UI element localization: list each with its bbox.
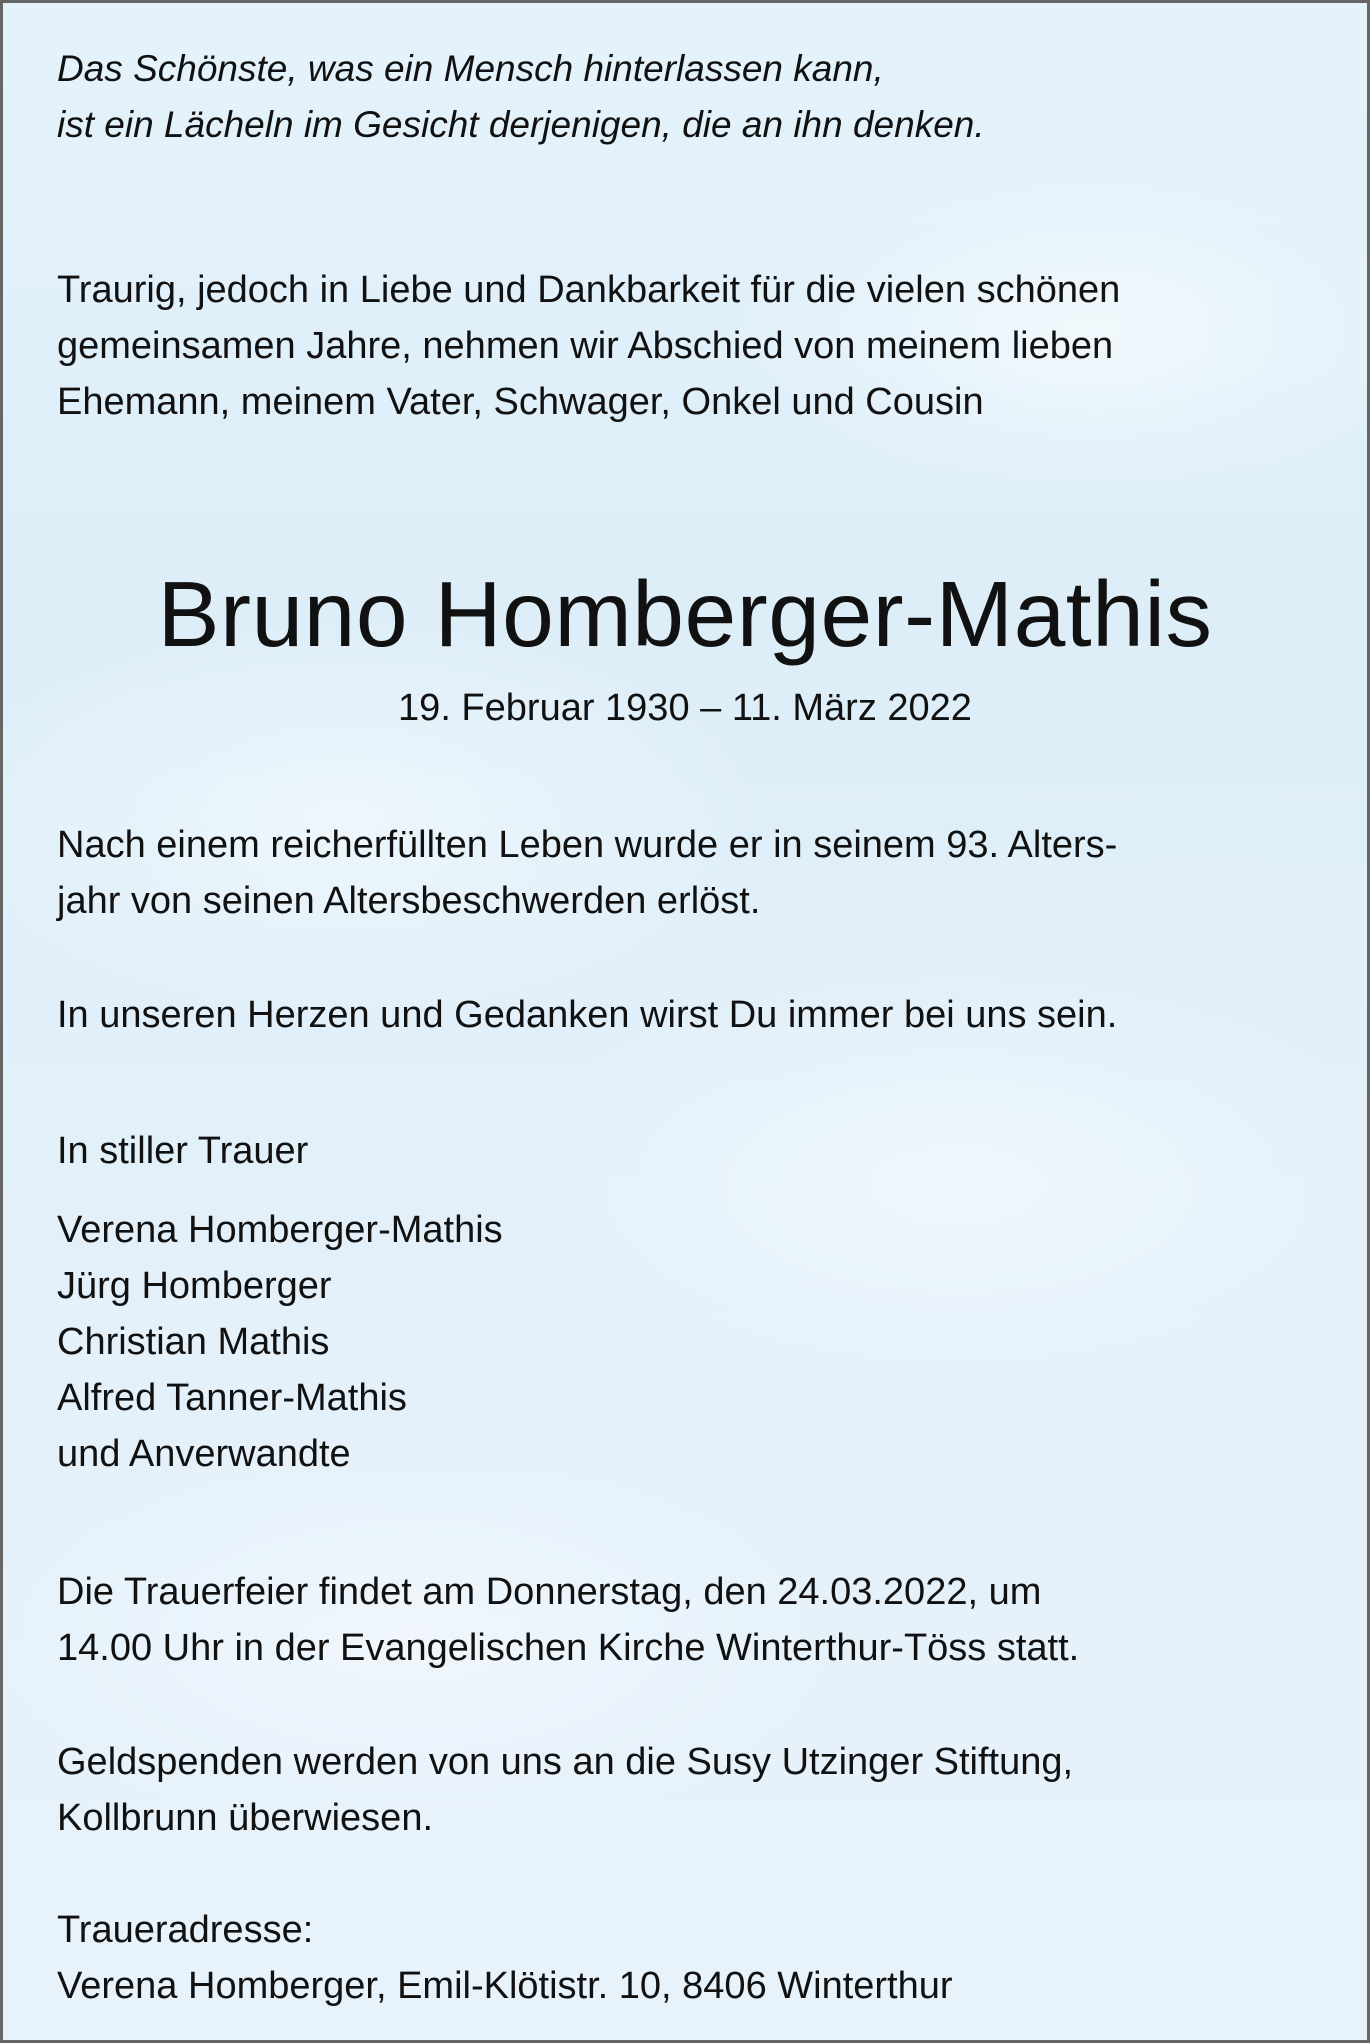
service-line-2: 14.00 Uhr in der Evangelischen Kirche Winterthur-Töss statt. <box>57 1627 1080 1669</box>
service-line-1: Die Trauerfeier findet am Donnerstag, den 24.03.2022, um <box>57 1571 1042 1613</box>
memorial-quote <box>57 41 1313 153</box>
grief-heading: In stiller Trauer <box>57 1130 309 1172</box>
address-value: Verena Homberger, Emil-Klötistr. 10, 8406 Winterthur <box>57 1965 953 2007</box>
life-dates: 19. Februar 1930 – 11. März 2022 <box>398 687 972 729</box>
life-paragraph <box>57 817 1313 929</box>
mourner-name: Verena Homberger-Mathis <box>57 1209 503 1251</box>
intro-line-3: Ehemann, meinem Vater, Schwager, Onkel und Cousin <box>57 381 984 423</box>
donation-line-1: Geldspenden werden von uns an die Susy Utzinger Stiftung, <box>57 1741 1074 1783</box>
life-line-1: Nach einem reicherfüllten Leben wurde er in seinem 93. Alters- <box>57 824 1118 866</box>
farewell-introduction <box>57 262 1313 430</box>
mourner-name: Christian Mathis <box>57 1321 330 1363</box>
funeral-service-info <box>57 1564 1313 1676</box>
donation-info <box>57 1734 1313 1846</box>
address-label: Traueradresse: <box>57 1909 314 1951</box>
mourner-name: Alfred Tanner-Mathis <box>57 1377 407 1419</box>
remembrance-sentence: In unseren Herzen und Gedanken wirst Du immer bei uns sein. <box>57 994 1118 1036</box>
mourner-name: und Anverwandte <box>57 1433 351 1475</box>
intro-line-2: gemeinsamen Jahre, nehmen wir Abschied von meinem lieben <box>57 325 1114 367</box>
deceased-name: Bruno Homberger-Mathis <box>157 562 1213 666</box>
mourning-address <box>57 1902 1313 2014</box>
mourners-list <box>57 1202 1313 1482</box>
mourner-name: Jürg Homberger <box>57 1265 332 1307</box>
quote-line-2: ist ein Lächeln im Gesicht derjenigen, die an ihn denken. <box>57 104 985 145</box>
intro-line-1: Traurig, jedoch in Liebe und Dankbarkeit für die vielen schönen <box>57 269 1121 311</box>
quote-line-1: Das Schönste, was ein Mensch hinterlassen kann, <box>57 48 884 89</box>
donation-line-2: Kollbrunn überwiesen. <box>57 1797 434 1839</box>
life-line-2: jahr von seinen Altersbeschwerden erlöst. <box>57 880 761 922</box>
